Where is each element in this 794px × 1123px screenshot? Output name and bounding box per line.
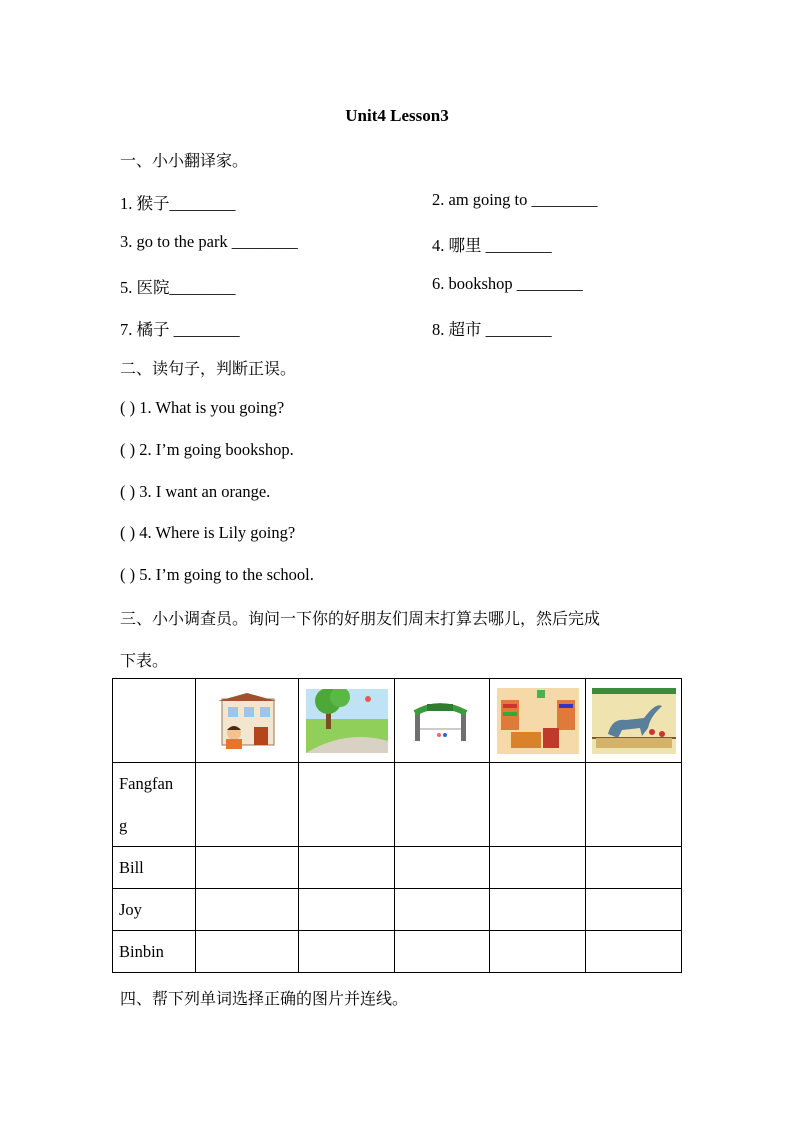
- answer-cell[interactable]: [196, 847, 299, 889]
- judgement-item-2: ( ) 2. I’m going bookshop.: [120, 440, 294, 459]
- answer-cell[interactable]: [490, 763, 586, 847]
- row-name-part1: Fangfan: [119, 773, 174, 793]
- table-row: [113, 931, 682, 973]
- row-name-cell: Joy: [113, 889, 196, 931]
- answer-cell[interactable]: [490, 931, 586, 973]
- school-picture: [214, 693, 280, 749]
- section3-heading-continued: 下表。: [120, 651, 169, 670]
- picture-cell-park: [299, 679, 395, 763]
- picture-cell-school: [196, 679, 299, 763]
- answer-cell[interactable]: [586, 847, 682, 889]
- answer-cell[interactable]: [490, 847, 586, 889]
- table-header-row: [113, 679, 682, 763]
- section3-heading: 三、小小调查员。询问一下你的好朋友们周末打算去哪儿，然后完成: [120, 609, 601, 628]
- section2-heading: 二、读句子，判断正误。: [120, 359, 297, 378]
- park-picture: [306, 689, 388, 753]
- answer-cell[interactable]: [299, 889, 395, 931]
- picture-cell-zoo-gate: [395, 679, 490, 763]
- answer-cell[interactable]: [196, 889, 299, 931]
- translation-item-1: 1. 猴子________: [120, 194, 236, 213]
- table-row: [113, 889, 682, 931]
- answer-cell[interactable]: [196, 763, 299, 847]
- row-name-cell: [113, 763, 196, 847]
- row-name-cell: Bill: [113, 847, 196, 889]
- answer-cell[interactable]: [490, 889, 586, 931]
- row-name-cell: Binbin: [113, 931, 196, 973]
- translation-item-3: 3. go to the park ________: [120, 232, 298, 251]
- section1-heading: 一、小小翻译家。: [120, 151, 249, 170]
- section4-heading: 四、帮下列单词选择正确的图片并连线。: [120, 989, 409, 1008]
- table-row: [113, 847, 682, 889]
- page-title: Unit4 Lesson3: [345, 106, 449, 125]
- translation-item-8: 8. 超市 ________: [432, 320, 552, 339]
- translation-item-2: 2. am going to ________: [432, 190, 598, 209]
- judgement-item-5: ( ) 5. I’m going to the school.: [120, 565, 314, 584]
- survey-table: [112, 678, 682, 973]
- picture-cell-museum: [586, 679, 682, 763]
- translation-item-6: 6. bookshop ________: [432, 274, 583, 293]
- zoo-gate-picture: [409, 699, 475, 743]
- picture-cell-supermarket: [490, 679, 586, 763]
- answer-cell[interactable]: [299, 763, 395, 847]
- museum-picture: [592, 688, 676, 754]
- answer-cell[interactable]: [586, 889, 682, 931]
- answer-cell[interactable]: [395, 763, 490, 847]
- answer-cell[interactable]: [299, 931, 395, 973]
- answer-cell[interactable]: [586, 763, 682, 847]
- answer-cell[interactable]: [395, 889, 490, 931]
- answer-cell[interactable]: [395, 847, 490, 889]
- translation-item-4: 4. 哪里 ________: [432, 236, 552, 255]
- judgement-item-4: ( ) 4. Where is Lily going?: [120, 523, 296, 542]
- answer-cell[interactable]: [299, 847, 395, 889]
- judgement-item-3: ( ) 3. I want an orange.: [120, 482, 271, 501]
- translation-item-7: 7. 橘子 ________: [120, 320, 240, 339]
- answer-cell[interactable]: [395, 931, 490, 973]
- judgement-item-1: ( ) 1. What is you going?: [120, 398, 285, 417]
- answer-cell[interactable]: [586, 931, 682, 973]
- answer-cell[interactable]: [196, 931, 299, 973]
- table-row: [113, 763, 682, 847]
- supermarket-picture: [497, 688, 579, 754]
- table-corner-cell: [113, 679, 196, 763]
- row-name-part2: g: [119, 815, 128, 835]
- translation-item-5: 5. 医院________: [120, 278, 236, 297]
